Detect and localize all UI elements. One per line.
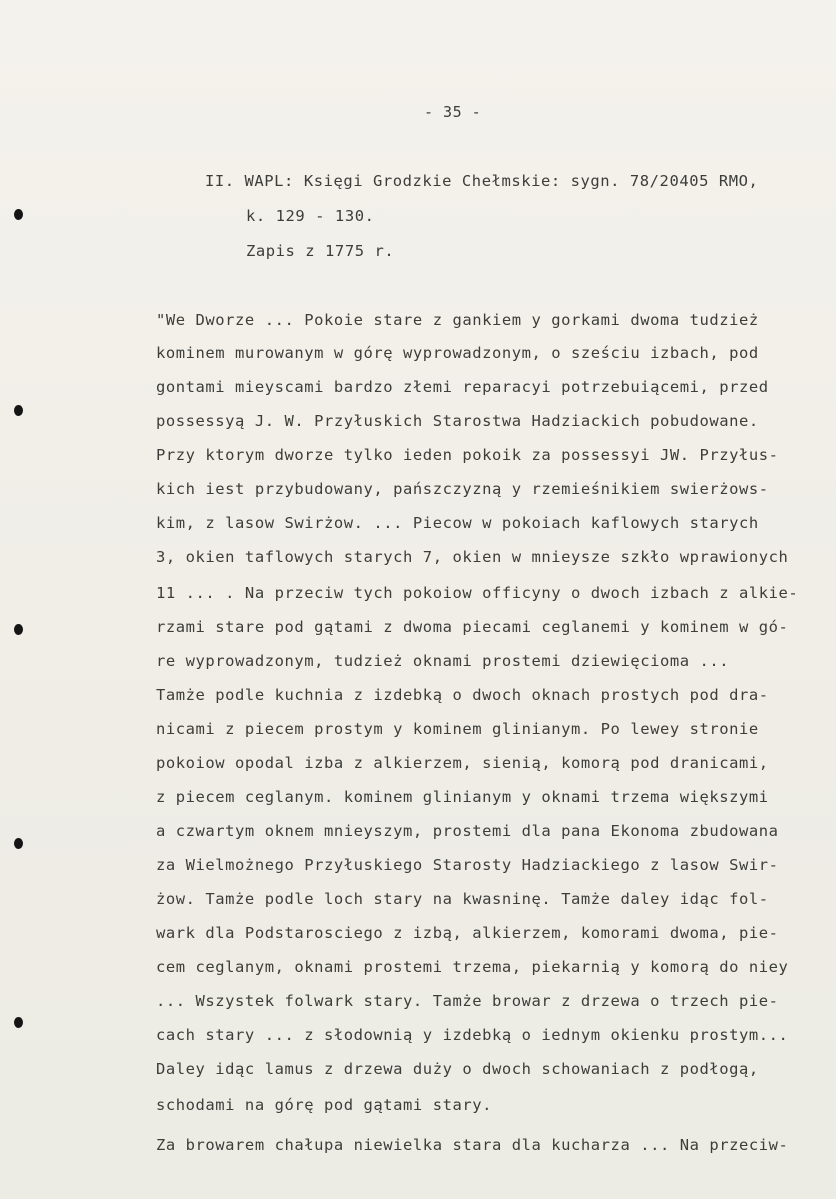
- folio-reference: k. 129 - 130.: [246, 207, 375, 225]
- text-line: pokoiow opodal izba z alkierzem, sienią, komorą pod dranicami,: [156, 754, 769, 772]
- text-line: "We Dworze ... Pokoie stare z gankiem y gorkami dwoma tudzież: [156, 311, 759, 329]
- text-line: gontami mieyscami bardzo złemi reparacyi potrzebuiącemi, przed: [156, 378, 769, 396]
- text-line: żow. Tamże podle loch stary na kwasninę. Tamże daley idąc fol-: [156, 890, 769, 908]
- text-line: kim, z lasow Swirżow. ... Piecow w pokoiach kaflowych starych: [156, 514, 759, 532]
- text-line: schodami na górę pod gątami stary.: [156, 1096, 492, 1114]
- text-line: cem ceglanym, oknami prostemi trzema, piekarnią y komorą do niey: [156, 958, 789, 976]
- text-line: a czwartym oknem mnieyszym, prostemi dla pana Ekonoma zbudowana: [156, 822, 779, 840]
- text-line: z piecem ceglanym. kominem glinianym y oknami trzema większymi: [156, 788, 769, 806]
- record-date: Zapis z 1775 r.: [246, 242, 395, 260]
- text-line: ... Wszystek folwark stary. Tamże browar z drzewa o trzech pie-: [156, 992, 779, 1010]
- text-line: cach stary ... z słodownią y izdebką o iednym okienku prostym...: [156, 1026, 789, 1044]
- punch-hole: [14, 624, 23, 635]
- punch-hole: [14, 838, 23, 849]
- text-line: Tamże podle kuchnia z izdebką o dwoch oknach prostych pod dra-: [156, 686, 769, 704]
- text-line: Za browarem chałupa niewielka stara dla kucharza ... Na przeciw-: [156, 1136, 789, 1154]
- text-line: kich iest przybudowany, pańszczyzną y rzemieśnikiem swierżows-: [156, 480, 769, 498]
- text-line: 3, okien taflowych starych 7, okien w mnieysze szkło wprawionych: [156, 548, 789, 566]
- text-line: rzami stare pod gątami z dwoma piecami ceglanemi y kominem w gó-: [156, 618, 789, 636]
- text-line: kominem murowanym w górę wyprowadzonym, o sześciu izbach, pod: [156, 344, 759, 362]
- text-line: 11 ... . Na przeciw tych pokoiow officyny o dwoch izbach z alkie-: [156, 584, 799, 602]
- text-line: Daley idąc lamus z drzewa duży o dwoch schowaniach z podłogą,: [156, 1060, 759, 1078]
- punch-hole: [14, 209, 23, 220]
- archive-reference: II. WAPL: Księgi Grodzkie Chełmskie: sygn. 78/20405 RMO,: [205, 172, 759, 190]
- punch-hole: [14, 1017, 23, 1028]
- text-line: re wyprowadzonym, tudzież oknami prostemi dziewięcioma ...: [156, 652, 730, 670]
- text-line: Przy ktorym dworze tylko ieden pokoik za possessyi JW. Przyłus-: [156, 446, 779, 464]
- text-line: possessyą J. W. Przyłuskich Starostwa Hadziackich pobudowane.: [156, 412, 759, 430]
- text-line: za Wielmożnego Przyłuskiego Starosty Hadziackiego z lasow Swir-: [156, 856, 779, 874]
- page-number: - 35 -: [424, 103, 482, 121]
- text-line: nicami z piecem prostym y kominem glinianym. Po lewey stronie: [156, 720, 759, 738]
- punch-hole: [14, 405, 23, 416]
- text-line: wark dla Podstarosciego z izbą, alkierzem, komorami dwoma, pie-: [156, 924, 779, 942]
